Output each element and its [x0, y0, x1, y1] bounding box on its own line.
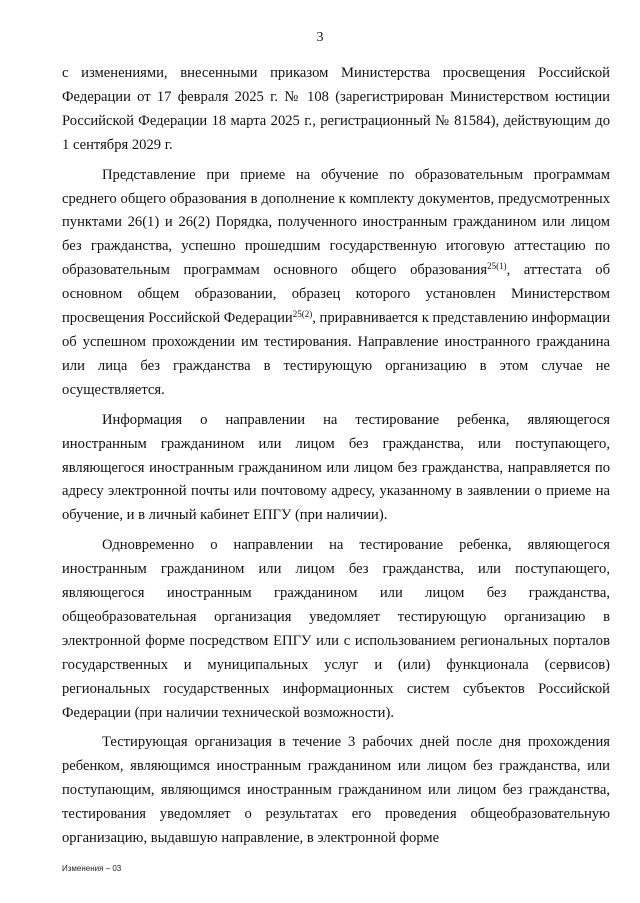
document-body: [62, 62, 610, 857]
page-number: 3: [316, 30, 324, 45]
footer-note: Изменения – 03: [62, 864, 122, 873]
paragraph-testing-notice: Информация о направлении на тестирование ребенка, являющегося иностранным гражданином или лицом без гражданства, или поступающего, являющегося иностранным гражданином или лицом без гражданства, направляется по адресу электронной почты или почтовому адресу, указанному в заявлении о приеме на обучение, и в личный кабинет ЕПГУ (при наличии).: [62, 411, 610, 524]
paragraph-text: , приравнивается к представлению информации об успешном прохождении им тестирования. Направление иностранного гражданина или лица без гражданства в тестирующую организацию в этом случае не осуществляется.: [62, 310, 610, 398]
paragraph-organization-notice: Одновременно о направлении на тестирование ребенка, являющегося иностранным гражданином или лицом без гражданства, или поступающего, являющегося иностранным гражданином или лицом без гражданства, общеобразовательная организация уведомляет тестирующую организацию в электронной форме посредством ЕПГУ или с использованием региональных порталов государственных и муниципальных услуг и (или) функционала (сервисов) региональных государственных информационных систем субъектов Российской Федерации (при наличии технической возможности).: [62, 537, 610, 721]
paragraph-certificate-equivalence: [62, 164, 610, 403]
paragraph-testing-results: Тестирующая организация в течение 3 рабочих дней после дня прохождения ребенком, являющимся иностранным гражданином или лицом без гражданства, или поступающим, являющимся иностранным гражданином или лицом без гражданства, тестирования уведомляет о результатах его проведения общеобразовательную организацию, выдавшую направление, в электронной форме: [62, 734, 610, 847]
paragraph-continuation: с изменениями, внесенными приказом Министерства просвещения Российской Федерации от 17 февраля 2025 г. № 108 (зарегистрирован Министерством юстиции Российской Федерации 18 марта 2025 г., регистрационный № 81584), действующим до 1 сентября 2029 г.: [62, 65, 610, 153]
paragraph-text: Представление при приеме на обучение по образовательным программам среднего общего образования в дополнение к комплекту документов, предусмотренных пунктами 26(1) и 26(2) Порядка, полученного иностранным гражданином или лицом без гражданства, успешно прошедшим государственную итоговую аттестацию по образовательным программам основного общего образования: [62, 166, 610, 279]
paragraph-text: , аттестата об основном общем образовании, образец которого установлен Министерством просвещения Российской Федерации: [62, 262, 610, 327]
footnote-ref: 25(1): [487, 261, 507, 272]
footnote-ref: 25(2): [292, 309, 313, 320]
